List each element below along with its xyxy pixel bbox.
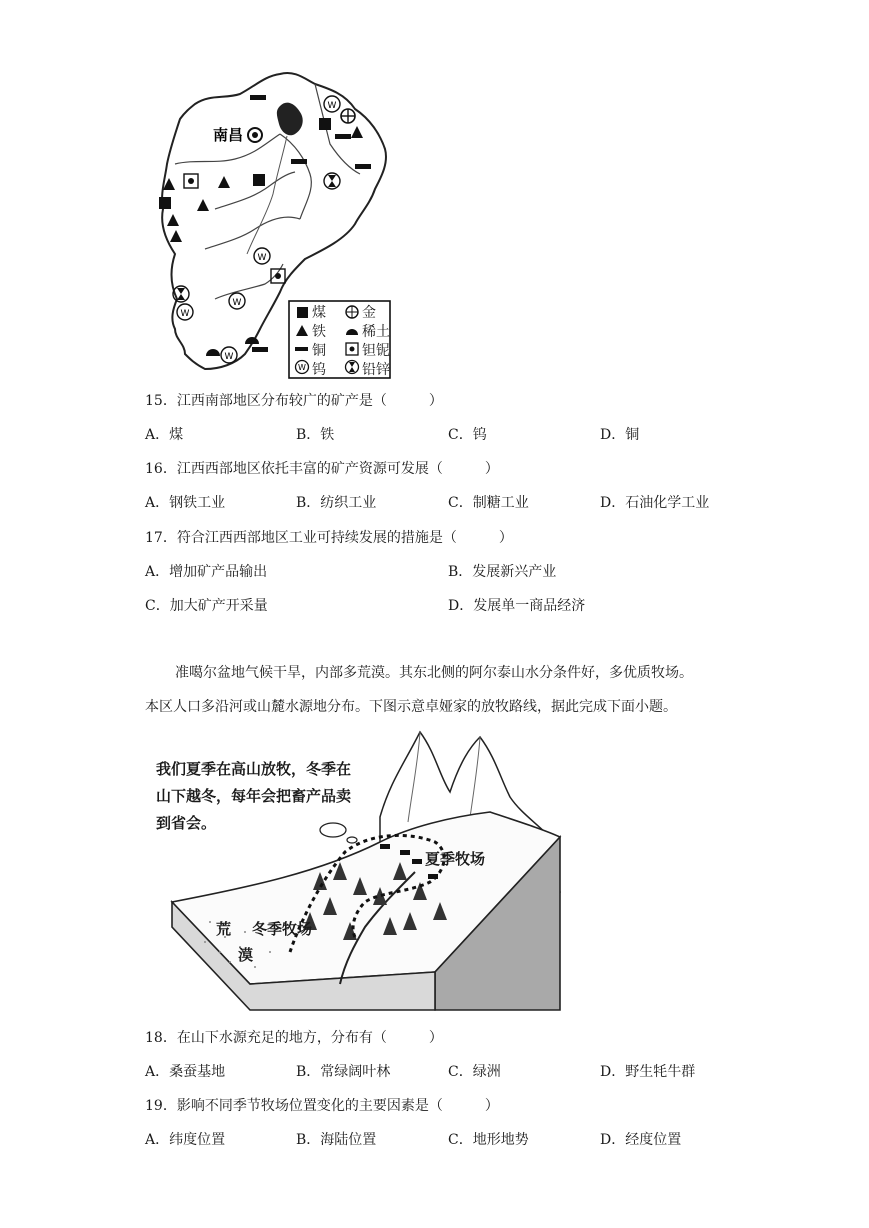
- speech-bubble-line-3: 到省会。: [156, 814, 217, 832]
- question-18-stem: 18．在山下水源充足的地方，分布有（ ）: [145, 1030, 443, 1046]
- q16-option-c[interactable]: C．制糖工业: [448, 495, 529, 511]
- svg-text:W: W: [298, 363, 306, 372]
- summer-pasture-label: 夏季牧场: [425, 850, 486, 868]
- legend-label-coal: 煤: [312, 305, 326, 321]
- svg-text:W: W: [232, 298, 242, 308]
- legend-label-tungsten: 钨: [312, 362, 326, 378]
- q15-option-c[interactable]: C．钨: [448, 427, 487, 443]
- svg-text:W: W: [180, 309, 190, 319]
- q19-option-d[interactable]: D．经度位置: [600, 1132, 682, 1148]
- passage-line-1: 准噶尔盆地气候干旱，内部多荒漠。其东北侧的阿尔泰山水分条件好，多优质牧场。: [175, 665, 693, 681]
- q19-option-c[interactable]: C．地形地势: [448, 1132, 529, 1148]
- winter-pasture-label: 冬季牧场: [252, 920, 313, 938]
- legend-label-lead-zinc: 铅锌: [362, 362, 390, 378]
- q17-option-d[interactable]: D．发展单一商品经济: [448, 598, 586, 614]
- passage-line-2: 本区人口多沿河或山麓水源地分布。下图示意卓娅家的放牧路线，据此完成下面小题。: [145, 699, 677, 715]
- legend-label-iron: 铁: [312, 324, 326, 340]
- svg-text:W: W: [257, 253, 267, 263]
- q19-option-a[interactable]: A．纬度位置: [145, 1132, 226, 1148]
- herding-route-figure: [150, 722, 570, 1014]
- q16-option-d[interactable]: D．石油化学工业: [600, 495, 710, 511]
- question-16-stem: 16．江西西部地区依托丰富的矿产资源可发展（ ）: [145, 461, 499, 477]
- svg-text:W: W: [327, 101, 337, 111]
- q15-option-b[interactable]: B．铁: [296, 427, 335, 443]
- gold-symbols: [341, 109, 355, 123]
- question-17-stem: 17．符合江西西部地区工业可持续发展的措施是（ ）: [145, 530, 513, 546]
- legend-label-gold: 金: [362, 305, 376, 321]
- desert-label-1: 荒: [216, 920, 232, 938]
- svg-text:W: W: [224, 352, 234, 362]
- q19-option-b[interactable]: B．海陆位置: [296, 1132, 377, 1148]
- question-19-stem: 19．影响不同季节牧场位置变化的主要因素是（ ）: [145, 1098, 499, 1114]
- q16-option-a[interactable]: A．钢铁工业: [145, 495, 226, 511]
- q18-option-b[interactable]: B．常绿阔叶林: [296, 1064, 391, 1080]
- legend-label-rare-earth: 稀土: [362, 324, 390, 340]
- q17-option-a[interactable]: A．增加矿产品输出: [145, 564, 268, 580]
- question-15-stem: 15．江西南部地区分布较广的矿产是（ ）: [145, 393, 443, 409]
- q18-option-c[interactable]: C．绿洲: [448, 1064, 501, 1080]
- speech-bubble-line-1: 我们夏季在高山放牧，冬季在: [156, 760, 352, 778]
- q18-option-d[interactable]: D．野生牦牛群: [600, 1064, 696, 1080]
- q18-option-a[interactable]: A．桑蚕基地: [145, 1064, 226, 1080]
- city-label: 南昌: [213, 126, 244, 144]
- legend-label-tantalum-niobium: 钽铌: [362, 343, 390, 359]
- desert-label-2: 漠: [238, 946, 254, 964]
- q17-option-b[interactable]: B．发展新兴产业: [448, 564, 557, 580]
- q15-option-d[interactable]: D．铜: [600, 427, 640, 443]
- q15-option-a[interactable]: A．煤: [145, 427, 184, 443]
- speech-bubble-text: [156, 756, 351, 837]
- jiangxi-mineral-map: [155, 64, 400, 380]
- q16-option-b[interactable]: B．纺织工业: [296, 495, 377, 511]
- legend-label-copper: 铜: [312, 343, 326, 359]
- q17-option-c[interactable]: C．加大矿产开采量: [145, 598, 268, 614]
- speech-bubble-line-2: 山下越冬，每年会把畜产品卖: [156, 787, 352, 805]
